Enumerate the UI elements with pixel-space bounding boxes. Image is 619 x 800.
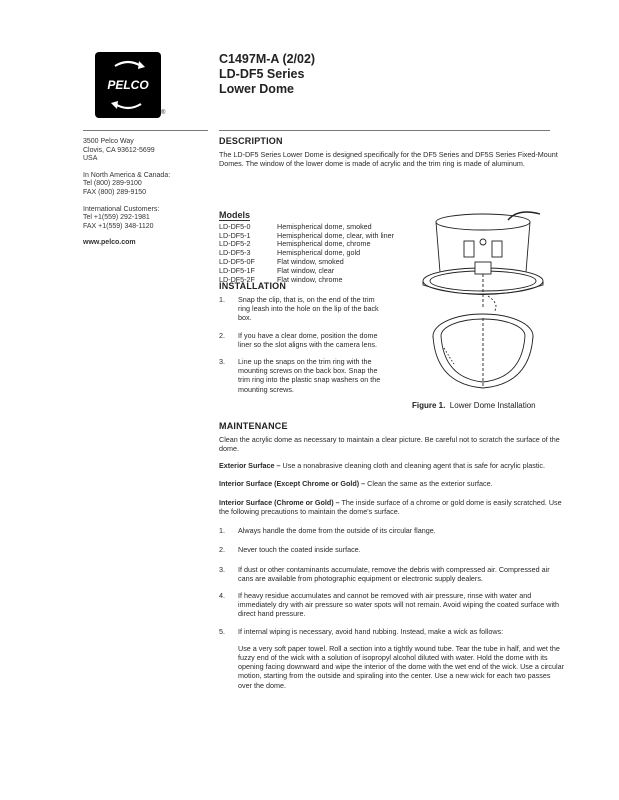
pelco-logo-graphic (95, 52, 161, 118)
installation-step: 1. Snap the clip, that is, on the end of the trim ring leash into the hole on the lip of the back box. (219, 295, 379, 323)
figure-caption (412, 401, 536, 410)
maintenance-step: 4. If heavy residue accumulates and cannot be removed with air pressure, rinse with water and immediately dry with air pressure so water spots will not remain. Avoid wiping the coated surface with direct hand pressure. (219, 591, 560, 619)
figure-lower-dome-installation (408, 208, 558, 398)
address-country: USA (83, 155, 98, 163)
model-desc: Hemispherical dome, smoked (277, 221, 372, 231)
right-rule (219, 130, 550, 131)
series-name: LD-DF5 Series (219, 67, 305, 81)
installation-heading: INSTALLATION (219, 281, 287, 291)
registered-mark: ® (161, 110, 166, 116)
description-text: The LD-DF5 Series Lower Dome is designed specifically for the DF5 Series and DF5S Series Fixed-Mount Domes. The window of the lower dome is made of acrylic and the trim ring is made of aluminum. (219, 150, 558, 169)
contact-block (83, 138, 208, 248)
wick-instructions: Use a very soft paper towel. Roll a section into a tightly wound tube. Tear the tube in half, and wet the fuzzy end of the wick with a solution of isopropyl alcohol diluted with water. Hold the dome with its opening facing downward and wipe the interior of the dome with the wet end of the wick. Use a circular motion, starting from the outside and spiraling into the center. Use a new wick for each two passes over the dome. (238, 643, 565, 690)
maintenance-body (219, 435, 564, 690)
maintenance-step: 1. Always handle the dome from the outside of its circular flange. (219, 526, 436, 536)
document-title (219, 52, 315, 97)
model-code: LD-DF5-2F (219, 274, 255, 284)
intl-fax: FAX +1(559) 348-1120 (83, 222, 154, 230)
model-code: LD-DF5-1 (219, 230, 251, 240)
models-heading: Models (219, 210, 251, 220)
interior-surface-para: Interior Surface (Except Chrome or Gold) – Clean the same as the exterior surface. (219, 478, 493, 488)
installation-step: 3. Line up the snaps on the trim ring with the mounting screws on the back box. Snap the trim ring into the plastic snap washers on the mounting screws. (219, 357, 381, 394)
address-city: Clovis, CA 93612-5699 (83, 146, 155, 154)
pelco-logo (95, 52, 161, 118)
model-code: LD-DF5-2 (219, 239, 251, 249)
na-heading: In North America & Canada: (83, 171, 171, 179)
dome-illustration (408, 208, 558, 398)
description-heading: DESCRIPTION (219, 136, 283, 146)
model-desc: Hemispherical dome, clear, with liner (277, 230, 395, 240)
maintenance-step: 3. If dust or other contaminants accumulate, remove the debris with compressed air. Compressed air cans are available from photographic equipment or electronic supply dealers. (219, 564, 550, 583)
maintenance-step: 5. If internal wiping is necessary, avoid hand rubbing. Instead, make a wick as follows: (219, 626, 504, 636)
doc-number: C1497M-A (2/02) (219, 52, 316, 66)
intl-tel: Tel +1(559) 292-1981 (83, 214, 150, 222)
model-desc: Hemispherical dome, gold (277, 248, 361, 258)
installation-steps (219, 295, 381, 402)
model-desc: Flat window, smoked (277, 256, 344, 266)
address-street: 3500 Pelco Way (83, 138, 134, 145)
chrome-gold-para: Interior Surface (Chrome or Gold) – The inside surface of a chrome or gold dome is easily scratched. Use the following precautions to maintain the dome's surface. (219, 497, 562, 517)
model-code: LD-DF5-1F (219, 265, 255, 275)
intl-heading: International Customers: (83, 205, 160, 213)
logo-text: PELCO (107, 78, 149, 92)
product-name: Lower Dome (219, 82, 295, 96)
model-code: LD-DF5-0 (219, 221, 251, 231)
website-link[interactable]: www.pelco.com (83, 239, 136, 247)
figure-label: Figure 1. (412, 401, 446, 410)
left-rule (83, 130, 208, 131)
maintenance-heading: MAINTENANCE (219, 421, 288, 431)
model-desc: Hemispherical dome, chrome (277, 239, 371, 249)
model-code: LD-DF5-0F (219, 256, 255, 266)
model-code: LD-DF5-3 (219, 248, 251, 258)
exterior-surface-para: Exterior Surface – Use a nonabrasive cleaning cloth and cleaning agent that is safe for acrylic plastic. (219, 461, 546, 471)
models-section (219, 211, 394, 284)
na-fax: FAX (800) 289-9150 (83, 188, 147, 196)
na-tel: Tel (800) 289-9100 (83, 180, 142, 188)
figure-caption-text: Lower Dome Installation (449, 401, 536, 410)
model-desc: Flat window, clear (277, 265, 335, 275)
model-desc: Flat window, chrome (277, 274, 343, 284)
maintenance-intro: Clean the acrylic dome as necessary to maintain a clear picture. Be careful not to scratch the surface of the dome. (219, 435, 560, 454)
maintenance-step: 2. Never touch the coated inside surface. (219, 545, 361, 555)
model-list (219, 223, 394, 285)
installation-step: 2. If you have a clear dome, position the dome liner so the slot aligns with the camera lens. (219, 330, 378, 349)
